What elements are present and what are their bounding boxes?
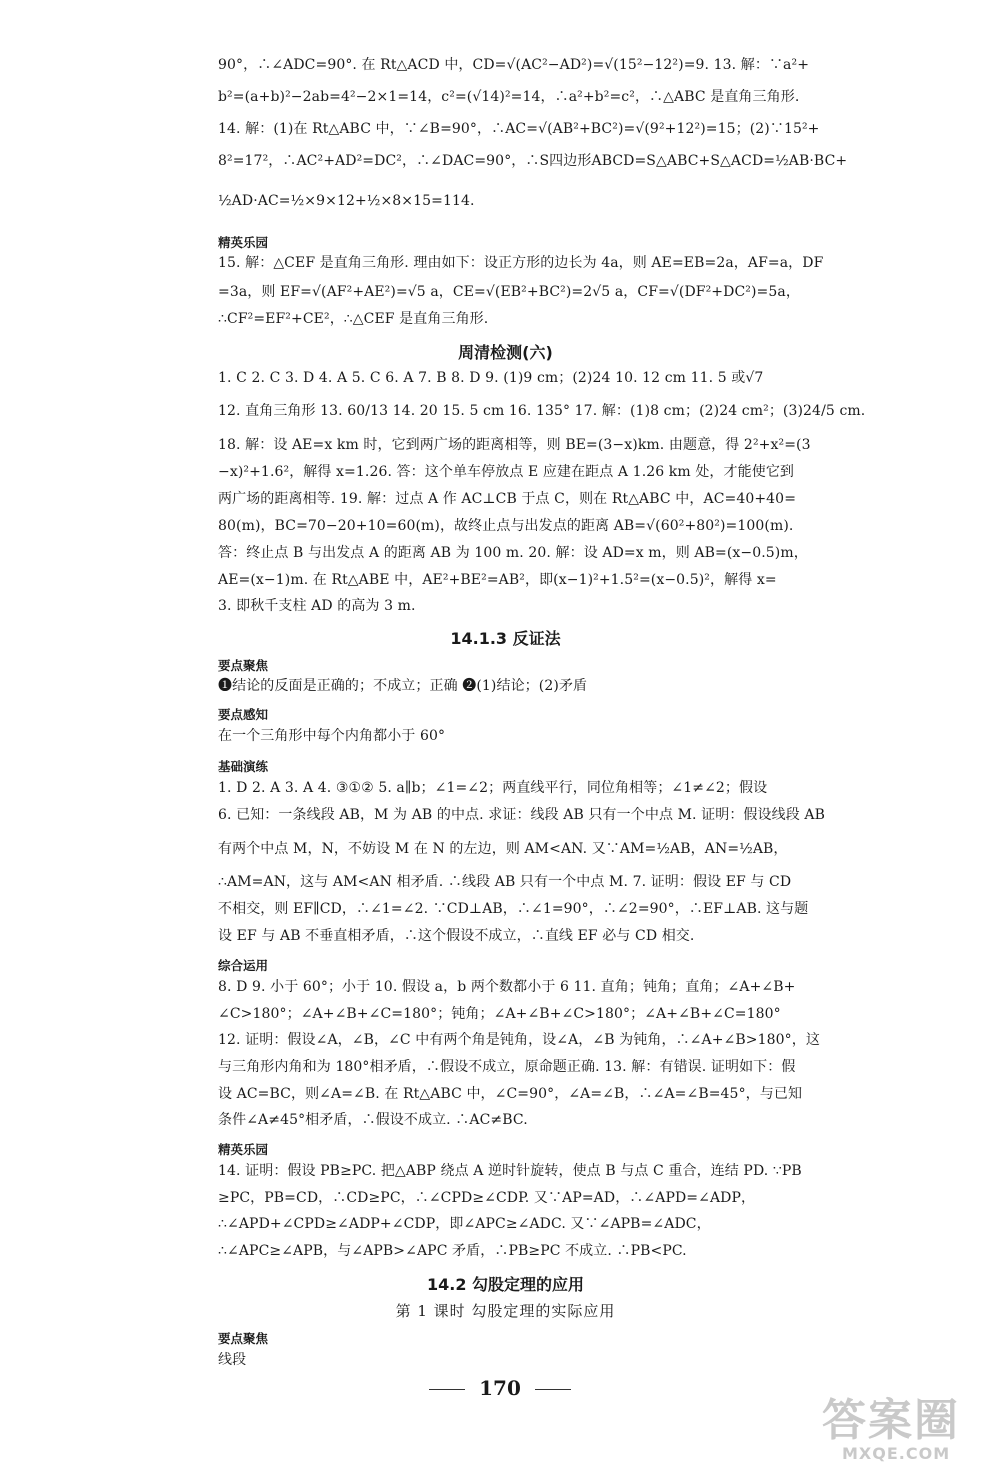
text-line: 8. D 9. 小于 60°；小于 10. 假设 a，b 两个数都小于 6 11. 直角；钝角；直角；∠A+∠B+: [218, 979, 796, 995]
text-line: 有两个中点 M，N，不妨设 M 在 N 的左边，则 AM<AN. 又∵AM=½AB，AN=½AB，: [218, 841, 788, 857]
text-line: ∴CF²=EF²+CE²，∴△CEF 是直角三角形.: [218, 311, 489, 327]
section-heading: 精英乐园: [218, 235, 269, 250]
text-line: ∴AM=AN，这与 AM<AN 相矛盾. ∴线段 AB 只有一个中点 M. 7. 证明：假设 EF 与 CD: [218, 874, 792, 890]
text-line: 14. 解：(1)在 Rt△ABC 中，∵∠B=90°，∴AC=√(AB²+BC²)=√(9²+12²)=15；(2)∵15²+: [218, 121, 820, 137]
text-line: ❶结论的反面是正确的；不成立；正确 ❷(1)结论；(2)矛盾: [218, 678, 588, 694]
text-line: ½AD·AC=½×9×12+½×8×15=114.: [218, 193, 475, 209]
text-line: 与三角形内角和为 180°相矛盾，∴假设不成立，原命题正确. 13. 解：有错误. 证明如下：假: [218, 1059, 796, 1075]
text-line: 15. 解：△CEF 是直角三角形. 理由如下：设正方形的边长为 4a，则 AE=EB=2a，AF=a，DF: [218, 255, 824, 271]
text-line: 条件∠A≠45°相矛盾，∴假设不成立. ∴AC≠BC.: [218, 1112, 528, 1128]
text-line: 3. 即秋千支柱 AD 的高为 3 m.: [218, 598, 416, 614]
lesson-title: 第 1 课时 勾股定理的实际应用: [395, 1302, 616, 1320]
text-line: b²=(a+b)²−2ab=4²−2×1=14，c²=(√14)²=14，∴a²+b²=c²，∴△ABC 是直角三角形.: [218, 89, 800, 105]
section-heading: 要点聚焦: [218, 658, 269, 673]
section-title: 14.1.3 反证法: [450, 629, 561, 648]
text-line: 90°，∴∠ADC=90°. 在 Rt△ACD 中，CD=√(AC²−AD²)=√(15²−12²)=9. 13. 解：∵a²+: [218, 57, 810, 73]
section-heading: 要点感知: [218, 707, 269, 722]
section-title: 14.2 勾股定理的应用: [426, 1275, 585, 1294]
watermark-text: 答案圈: [822, 1395, 960, 1446]
text-line: 18. 解：设 AE=x km 时，它到两广场的距离相等，则 BE=(3−x)km. 由题意，得 2²+x²=(3: [218, 437, 811, 453]
text-line: =3a，则 EF=√(AF²+AE²)=√5 a，CE=√(EB²+BC²)=2√5 a，CF=√(DF²+DC²)=5a，: [218, 284, 800, 300]
text-line: 不相交，则 EF∥CD，∴∠1=∠2. ∵CD⊥AB，∴∠1=90°，∴∠2=90°，∴EF⊥AB. 这与题: [218, 901, 809, 917]
text-line: ∴∠APD+∠CPD≥∠ADP+∠CDP，即∠APC≥∠ADC. 又∵∠APB=∠ADC，: [218, 1216, 711, 1232]
text-line: ∠C>180°；∠A+∠B+∠C=180°；钝角；∠A+∠B+∠C>180°；∠A+∠B+∠C=180°: [218, 1006, 781, 1022]
text-line: 在一个三角形中每个内角都小于 60°: [218, 728, 446, 744]
text-line: 8²=17²，∴AC²+AD²=DC²，∴∠DAC=90°，∴S四边形ABCD=S△ABC+S△ACD=½AB·BC+: [218, 153, 848, 169]
text-line: 1. C 2. C 3. D 4. A 5. C 6. A 7. B 8. D 9. (1)9 cm；(2)24 10. 12 cm 11. 5 或√7: [218, 370, 764, 386]
text-line: 80(m)，BC=70−20+10=60(m)，故终止点与出发点的距离 AB=√(60²+80²)=100(m).: [218, 518, 794, 534]
section-heading: 基础演练: [218, 759, 269, 774]
section-heading: 精英乐园: [218, 1142, 269, 1157]
text-line: 6. 已知：一条线段 AB，M 为 AB 的中点. 求证：线段 AB 只有一个中点 M. 证明：假设线段 AB: [218, 807, 825, 823]
text-line: 1. D 2. A 3. A 4. ③①② 5. a∥b；∠1=∠2；两直线平行，同位角相等；∠1≠∠2；假设: [218, 780, 768, 796]
text-line: 两广场的距离相等. 19. 解：过点 A 作 AC⊥CB 于点 C，则在 Rt△ABC 中，AC=40+40=: [218, 491, 797, 507]
text-line: 设 EF 与 AB 不垂直相矛盾，∴这个假设不成立，∴直线 EF 必与 CD 相交.: [218, 928, 695, 944]
text-line: ≥PC，PB=CD，∴CD≥PC，∴∠CPD≥∠CDP. 又∵AP=AD，∴∠APD=∠ADP，: [218, 1190, 756, 1206]
text-line: 12. 证明：假设∠A，∠B，∠C 中有两个角是钝角，设∠A，∠B 为钝角，∴∠A+∠B>180°，这: [218, 1032, 820, 1048]
text-line: −x)²+1.6²，解得 x=1.26. 答：这个单车停放点 E 应建在距点 A 1.26 km 处，才能使它到: [218, 464, 795, 480]
page-number-dash: [429, 1389, 465, 1390]
section-heading: 要点聚焦: [218, 1331, 269, 1346]
page-number-dash: [535, 1389, 571, 1390]
text-line: 14. 证明：假设 PB≥PC. 把△ABP 绕点 A 逆时针旋转，使点 B 与点 C 重合，连结 PD. ∵PB: [218, 1163, 802, 1179]
text-line: ∴∠APC≥∠APB，与∠APB>∠APC 矛盾，∴PB≥PC 不成立. ∴PB<PC.: [218, 1243, 687, 1259]
section-title: 周清检测(六): [458, 343, 553, 362]
text-line: 答：终止点 B 与出发点 A 的距离 AB 为 100 m. 20. 解：设 AD=x m，则 AB=(x−0.5)m，: [218, 545, 808, 561]
page-number-text: 170: [479, 1376, 521, 1400]
section-heading: 综合运用: [218, 958, 269, 973]
text-line: 12. 直角三角形 13. 60/13 14. 20 15. 5 cm 16. 135° 17. 解：(1)8 cm；(2)24 cm²；(3)24/5 cm.: [218, 403, 866, 419]
text-line: 线段: [218, 1352, 247, 1368]
watermark-url: MXQE.COM: [842, 1444, 951, 1463]
text-line: 设 AC=BC，则∠A=∠B. 在 Rt△ABC 中，∠C=90°，∠A=∠B，∴∠A=∠B=45°，与已知: [218, 1086, 803, 1102]
watermark-logo: [822, 1395, 992, 1466]
text-line: AE=(x−1)m. 在 Rt△ABE 中，AE²+BE²=AB²，即(x−1)²+1.5²=(x−0.5)²，解得 x=: [218, 572, 777, 588]
